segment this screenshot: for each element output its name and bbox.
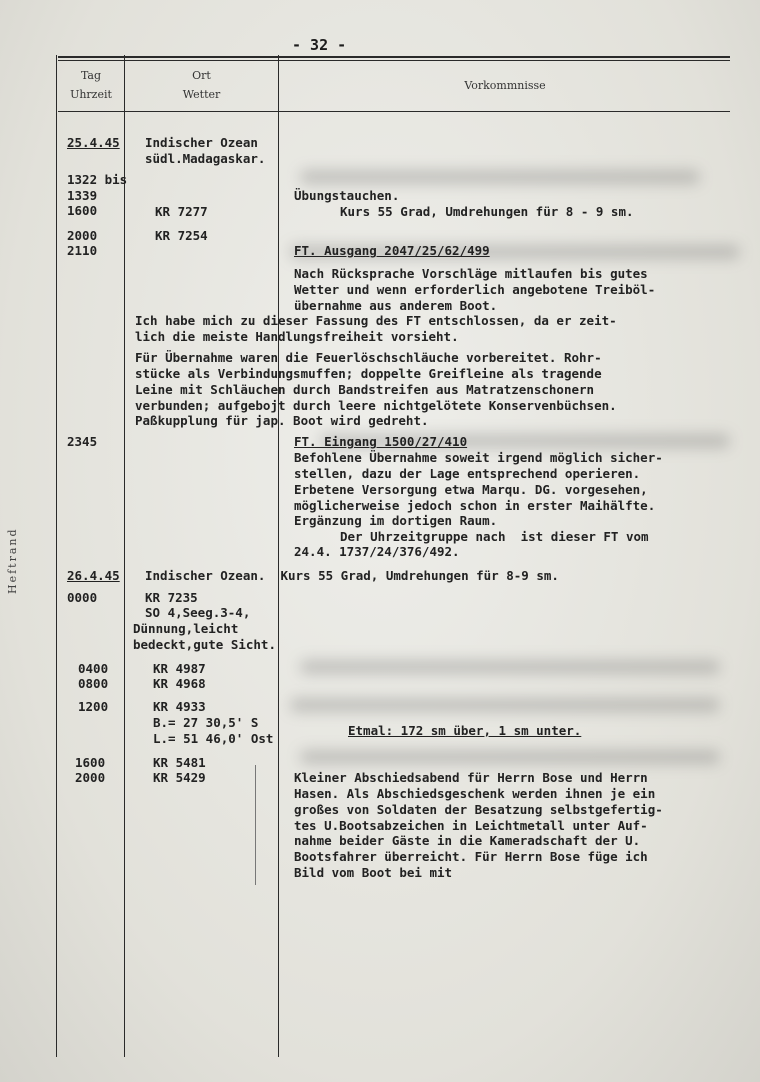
log-line: KR 7254 <box>155 228 208 243</box>
log-line: B.= 27 30,5' S <box>153 715 259 730</box>
log-line: Nach Rücksprache Vorschläge mitlaufen bis gutes <box>294 266 648 281</box>
top-rule <box>58 56 730 58</box>
log-line: 2000 <box>67 228 98 243</box>
log-line: KR 4933 <box>153 699 206 714</box>
header-rule <box>58 111 730 112</box>
log-line: Leine mit Schläuchen durch Bandstreifen aus Matratzenschonern <box>135 382 595 397</box>
left-border <box>56 55 57 1057</box>
log-line: KR 4968 <box>153 676 206 691</box>
log-line: Etmal: 172 sm über, 1 sm unter. <box>348 723 582 738</box>
header-events: Vorkommnisse <box>464 79 546 92</box>
log-line: 2345 <box>67 434 98 449</box>
log-line: KR 5429 <box>153 770 206 785</box>
log-line: KR 5481 <box>153 755 206 770</box>
log-line: Dünnung,leicht <box>133 621 239 636</box>
log-line: 0800 <box>78 676 109 691</box>
log-line: 25.4.45 <box>67 135 120 150</box>
log-line: KR 4987 <box>153 661 206 676</box>
log-line: KR 7277 <box>155 204 208 219</box>
log-line: verbunden; aufgebojt durch leere nichtgelötete Konservenbüchsen. <box>135 398 617 413</box>
page-number: - 32 - <box>292 36 347 54</box>
log-line: 26.4.45 <box>67 568 120 583</box>
smudge <box>290 698 720 712</box>
log-line: bedeckt,gute Sicht. <box>133 637 276 652</box>
log-line: südl.Madagaskar. <box>145 151 266 166</box>
pencil-mark <box>255 765 256 885</box>
log-line: Für Übernahme waren die Feuerlöschschläuche vorbereitet. Rohr- <box>135 350 602 365</box>
log-line: 0000 <box>67 590 98 605</box>
header-weather: Wetter <box>182 88 221 101</box>
log-line: 1339 <box>67 188 98 203</box>
column-divider-2 <box>278 55 279 1057</box>
header-time: Uhrzeit <box>70 88 112 101</box>
header-date: Tag <box>80 69 102 82</box>
log-line: stücke als Verbindungsmuffen; doppelte Greifleine als tragende <box>135 366 602 381</box>
smudge <box>300 660 720 674</box>
log-line: Ergänzung im dortigen Raum. <box>294 513 498 528</box>
log-line: Erbetene Versorgung etwa Marqu. DG. vorgesehen, <box>294 482 648 497</box>
smudge <box>300 750 720 764</box>
log-line: großes von Soldaten der Besatzung selbstgefertig- <box>294 802 663 817</box>
log-line: SO 4,Seeg.3-4, <box>145 605 251 620</box>
log-line: FT. Eingang 1500/27/410 <box>294 434 468 449</box>
log-line: Indischer Ozean. Kurs 55 Grad, Umdrehungen für 8-9 sm. <box>145 568 559 583</box>
log-line: Hasen. Als Abschiedsgeschenk werden ihnen je ein <box>294 786 656 801</box>
log-line: Bootsfahrer überreicht. Für Herrn Bose füge ich <box>294 849 648 864</box>
header-date-time <box>58 66 124 104</box>
log-line: Kurs 55 Grad, Umdrehungen für 8 - 9 sm. <box>340 204 634 219</box>
log-line: Paßkupplung für jap. Boot wird gedreht. <box>135 413 429 428</box>
log-line: 1200 <box>78 699 109 714</box>
log-line: 1600 <box>67 203 98 218</box>
header-place: Ort <box>192 69 211 82</box>
log-line: Wetter und wenn erforderlich angebotene Treiböl- <box>294 282 656 297</box>
log-line: stellen, dazu der Lage entsprechend operieren. <box>294 466 641 481</box>
margin-label: Heftrand <box>6 527 19 594</box>
log-line: Übungstauchen. <box>294 188 400 203</box>
log-line: 0400 <box>78 661 109 676</box>
log-line: übernahme aus anderem Boot. <box>294 298 498 313</box>
smudge <box>300 170 700 184</box>
log-line: Indischer Ozean <box>145 135 258 150</box>
log-line: lich die meiste Handlungsfreiheit vorsieht. <box>135 329 459 344</box>
log-line: Ich habe mich zu dieser Fassung des FT entschlossen, da er zeit- <box>135 313 617 328</box>
log-line: nahme beider Gäste in die Kameradschaft der U. <box>294 833 641 848</box>
log-line: Befohlene Übernahme soweit irgend möglich sicher- <box>294 450 663 465</box>
log-line: KR 7235 <box>145 590 198 605</box>
log-line: FT. Ausgang 2047/25/62/499 <box>294 243 490 258</box>
log-line: 2110 <box>67 243 98 258</box>
log-line: Bild vom Boot bei mit <box>294 865 453 880</box>
column-divider-1 <box>124 55 125 1057</box>
log-line: Der Uhrzeitgruppe nach ist dieser FT vom <box>340 529 649 544</box>
log-line: tes U.Bootsabzeichen in Leichtmetall unter Auf- <box>294 818 648 833</box>
header-place-weather <box>125 66 278 104</box>
top-rule-double <box>58 60 730 61</box>
log-line: Kleiner Abschiedsabend für Herrn Bose und Herrn <box>294 770 648 785</box>
log-line: 1322 bis <box>67 172 128 187</box>
log-line: 1600 <box>75 755 106 770</box>
log-line: 2000 <box>75 770 106 785</box>
log-line: 24.4. 1737/24/376/492. <box>294 544 460 559</box>
log-line: L.= 51 46,0' Ost <box>153 731 274 746</box>
log-line: möglicherweise jedoch schon in erster Maihälfte. <box>294 498 656 513</box>
